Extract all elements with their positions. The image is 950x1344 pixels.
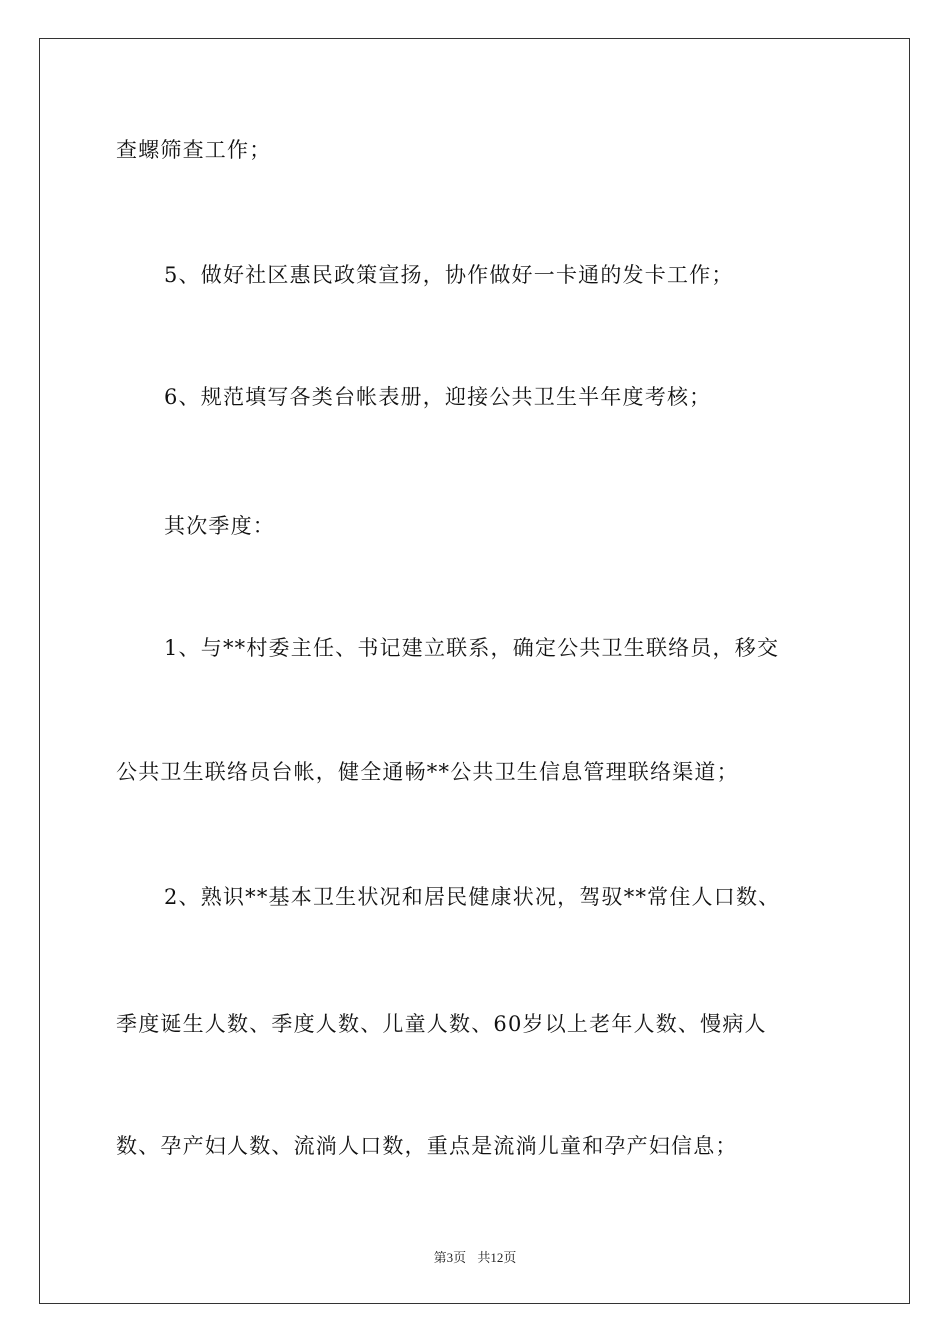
total-pages: 共12页 [477,1250,517,1265]
page-border [39,38,910,1304]
page-footer [0,1246,950,1270]
page-number: 第3页 [433,1250,467,1265]
text-line-3: 6、规范填写各类台帐表册，迎接公共卫生半年度考核； [164,385,712,409]
section-heading: 其次季度： [164,514,275,538]
text-line-7: 2、熟识**基本卫生状况和居民健康状况，驾驭**常住人口数、 [164,885,781,909]
text-line-5: 1、与**村委主任、书记建立联系，确定公共卫生联络员，移交 [164,636,780,660]
text-line-2: 5、做好社区惠民政策宣扬，协作做好一卡通的发卡工作； [164,263,734,287]
text-line-9: 数、孕产妇人数、流淌人口数，重点是流淌儿童和孕产妇信息； [116,1134,738,1158]
text-line-6: 公共卫生联络员台帐，健全通畅**公共卫生信息管理联络渠道； [116,760,739,784]
text-line-1: 查螺筛查工作； [116,138,272,162]
text-line-8: 季度诞生人数、季度人数、儿童人数、60岁以上老年人数、慢病人 [116,1012,767,1036]
